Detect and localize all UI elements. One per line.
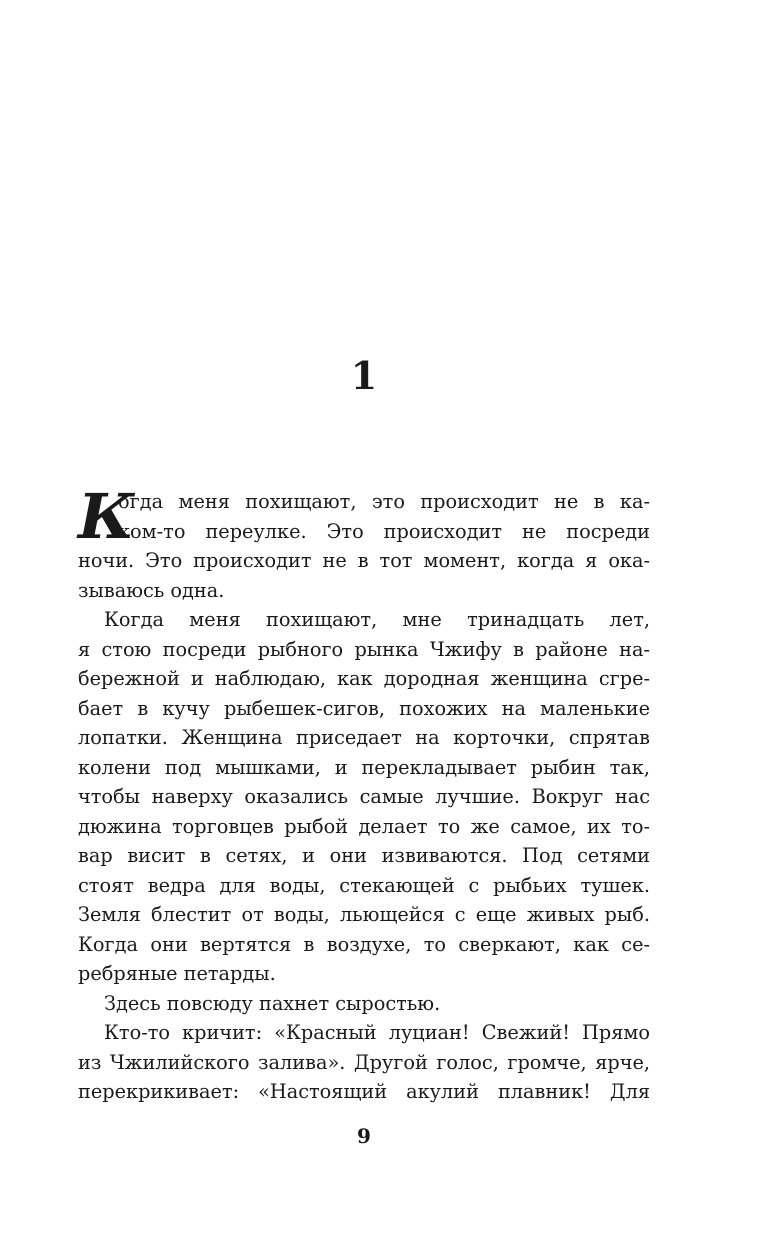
page-number: 9 xyxy=(357,1124,371,1148)
text-line: я стою посреди рыбного рынка Чжифу в районе на- xyxy=(78,637,650,661)
text-line: огда меня похищают, это происходит не в ка- xyxy=(118,490,650,513)
text-line: Земля блестит от воды, льющейся с еще живых рыб. xyxy=(78,903,650,926)
text-line: лопатки. Женщина приседает на корточки, спрятав xyxy=(78,726,650,749)
text-line: ребряные петарды. xyxy=(78,962,276,985)
text-line: Когда они вертятся в воздухе, то сверкают, как се- xyxy=(78,932,650,956)
drop-cap: К xyxy=(78,480,135,553)
text-line: ночи. Это происходит не в тот момент, когда я ока- xyxy=(78,549,650,572)
text-line: вар висит в сетях, и они извиваются. Под сетями xyxy=(78,844,650,867)
text-line: Здесь повсюду пахнет сыростью. xyxy=(104,991,441,1015)
body-text xyxy=(78,480,650,1107)
text-line: зываюсь одна. xyxy=(78,578,225,602)
text-line: чтобы наверху оказались самые лучшие. Вокруг нас xyxy=(78,785,650,808)
first-paragraph-opening xyxy=(78,480,650,553)
text-line: бережной и наблюдаю, как дородная женщина сгре- xyxy=(78,667,650,690)
text-line: стоят ведра для воды, стекающей с рыбьих тушек. xyxy=(78,873,650,897)
text-line: перекрикивает: «Настоящий акулий плавник! Для xyxy=(78,1080,650,1103)
text-line: бает в кучу рыбешек-сигов, похожих на маленькие xyxy=(78,696,650,720)
text-line: Кто-то кричит: «Красный луциан! Свежий! Прямо xyxy=(104,1021,650,1044)
text-line: ком-то переулке. Это происходит не посреди xyxy=(118,519,650,543)
chapter-number: 1 xyxy=(350,353,378,398)
text-line: Когда меня похищают, мне тринадцать лет, xyxy=(104,608,650,631)
text-line: дюжина торговцев рыбой делает то же самое, их то- xyxy=(78,814,650,838)
text-line: колени под мышками, и перекладывает рыбин так, xyxy=(78,755,650,779)
text-line: из Чжилийского залива». Другой голос, громче, ярче, xyxy=(78,1050,650,1074)
